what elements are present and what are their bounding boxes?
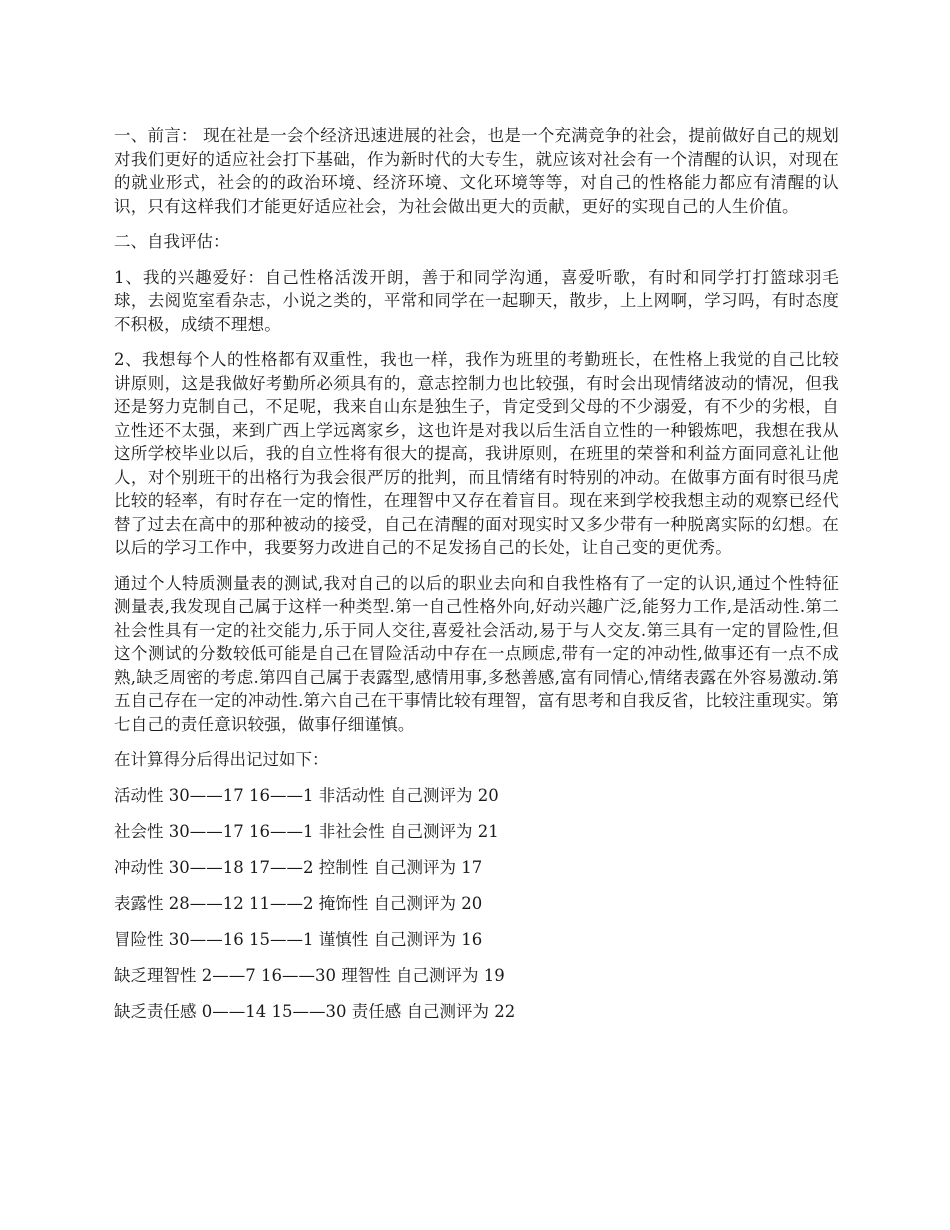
- document-page: [114, 124, 839, 1036]
- intro-paragraph: 一、前言： 现在社是一会个经济迅速进展的社会，也是一个充满竞争的社会，提前做好自己的规划对我们更好的适应社会打下基础，作为新时代的大专生，就应该对社会有一个清醒的认识，对现在的就业形式，社会的的政治环境、经济环境、文化环境等等，对自己的性格能力都应有清醒的认识，只有这样我们才能更好适应社会，为社会做出更大的贡献，更好的实现自己的人生价值。: [114, 126, 839, 216]
- personality-paragraph: 2、我想每个人的性格都有双重性，我也一样，我作为班里的考勤班长，在性格上我觉的自己比较讲原则，这是我做好考勤所必须具有的，意志控制力也比较强，有时会出现情绪波动的情况，但我还是努力克制自己，不足呢，我来自山东是独生子，肯定受到父母的不少溺爱，有不少的劣根，自立性还不太强，来到广西上学远离家乡，这也许是对我以后生活自立性的一种锻炼吧，我想在我从这所学校毕业以后，我的自立性将有很大的提高，我讲原则，在班里的荣誉和利益方面同意礼让他人，对个别班干的出格行为我会很严厉的批判，而且情绪有时特别的冲动。在做事方面有时很马虎比较的轻率，有时存在一定的惰性，在理智中又存在着盲目。现在来到学校我想主动的观察已经代替了过去在高中的那种被动的接受，自己在清醒的面对现实时又多少带有一种脱离实际的幻想。在以后的学习工作中，我要努力改进自己的不足发扬自己的长处，让自己变的更优秀。: [114, 350, 839, 557]
- score-line-responsibility: 缺乏责任感 0——14 15——30 责任感 自己测评为 22: [114, 1001, 516, 1021]
- score-line-impulsiveness: 冲动性 30——18 17——2 控制性 自己测评为 17: [114, 857, 483, 877]
- hobbies-paragraph: 1、我的兴趣爱好：自己性格活泼开朗，善于和同学沟通，喜爱听歌，有时和同学打打篮球羽毛球，去阅览室看杂志，小说之类的，平常和同学在一起聊天，散步，上上网啊，学习吗，有时态度不积极，成绩不理想。: [114, 267, 839, 334]
- results-intro: 在计算得分后得出记过如下：: [114, 750, 329, 769]
- section-self-assessment-title: 二、自我评估：: [114, 232, 230, 251]
- test-summary-paragraph: 通过个人特质测量表的测试,我对自己的以后的职业去向和自我性格有了一定的认识,通过个性特征测量表,我发现自己属于这样一种类型.第一自己性格外向,好动兴趣广泛,能努力工作,是活动性.第二社会性具有一定的社交能力,乐于同人交往,喜爱社会活动,易于与人交友.第三具有一定的冒险性,但这个测试的分数较低可能是自己在冒险活动中存在一点顾虑,带有一定的冲动性,做事还有一点不成熟,缺乏周密的考虑.第四自己属于表露型,感情用事,多愁善感,富有同情心,情绪表露在外容易激动.第五自己存在一定的冲动性.第六自己在干事情比较有理智，富有思考和自我反省，比较注重现实。第七自己的责任意识较强，做事仔细谨慎。: [114, 573, 839, 734]
- score-line-expressiveness: 表露性 28——12 11——2 掩饰性 自己测评为 20: [114, 893, 483, 913]
- score-list: [114, 784, 839, 1024]
- score-line-rationality: 缺乏理智性 2——7 16——30 理智性 自己测评为 19: [114, 965, 505, 985]
- score-line-activity: 活动性 30——17 16——1 非活动性 自己测评为 20: [114, 785, 499, 805]
- score-line-sociability: 社会性 30——17 16——1 非社会性 自己测评为 21: [114, 821, 499, 841]
- score-line-risk-taking: 冒险性 30——16 15——1 谨慎性 自己测评为 16: [114, 929, 483, 949]
